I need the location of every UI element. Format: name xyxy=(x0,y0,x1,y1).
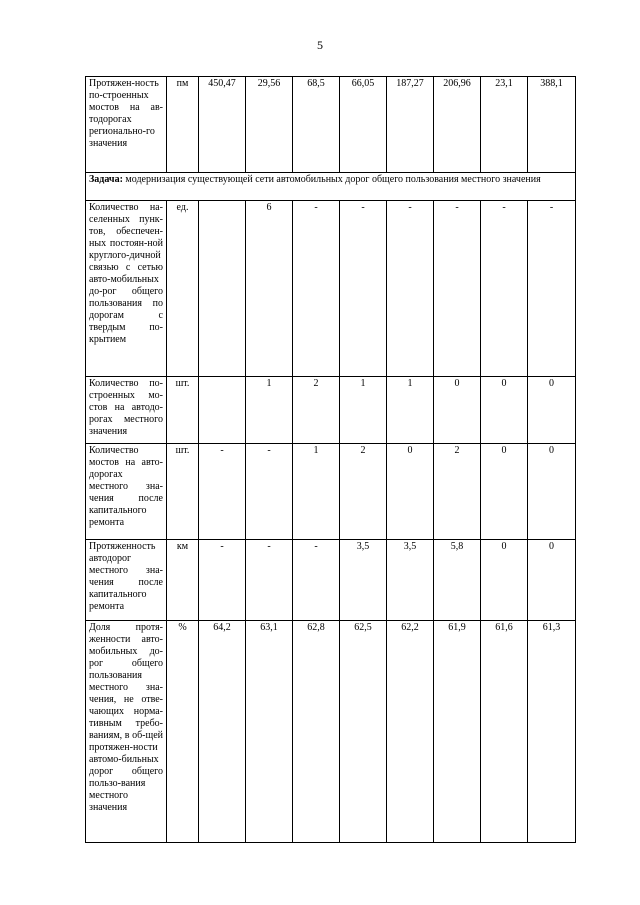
value-cell: - xyxy=(434,201,481,377)
value-cell: - xyxy=(387,201,434,377)
value-cell: 206,96 xyxy=(434,77,481,173)
value-cell: 68,5 xyxy=(293,77,340,173)
value-cell: 5,8 xyxy=(434,540,481,621)
value-cell: 29,56 xyxy=(246,77,293,173)
value-cell: 62,2 xyxy=(387,621,434,843)
page-number: 5 xyxy=(317,38,323,52)
task-row xyxy=(86,173,576,201)
value-cell: 0 xyxy=(481,540,528,621)
value-cell: 1 xyxy=(387,377,434,444)
value-cell: - xyxy=(340,201,387,377)
value-cell: 62,5 xyxy=(340,621,387,843)
value-cell: 0 xyxy=(528,540,576,621)
indicator-name: Количество мостов на авто-дорогах местного зна-чения после капитального ремонта xyxy=(86,444,167,540)
value-cell: - xyxy=(293,201,340,377)
unit-cell: км xyxy=(167,540,199,621)
value-cell: - xyxy=(199,444,246,540)
value-cell: 0 xyxy=(481,444,528,540)
value-cell: 0 xyxy=(387,444,434,540)
indicators-table xyxy=(85,76,576,843)
unit-cell: шт. xyxy=(167,444,199,540)
value-cell xyxy=(199,377,246,444)
value-cell: 0 xyxy=(528,377,576,444)
value-cell: 64,2 xyxy=(199,621,246,843)
value-cell: 2 xyxy=(340,444,387,540)
value-cell: 61,6 xyxy=(481,621,528,843)
task-cell xyxy=(86,173,576,201)
table-row xyxy=(86,540,576,621)
value-cell: 61,9 xyxy=(434,621,481,843)
value-cell: 388,1 xyxy=(528,77,576,173)
value-cell: - xyxy=(528,201,576,377)
table-row xyxy=(86,444,576,540)
value-cell: - xyxy=(246,444,293,540)
indicator-name: Доля протя-женности авто-мобильных до-рог общего пользования местного зна-чения, не отве-чающих норма-тивным требо-ваниям, в об-щей протяжен-ности автомо-бильных дорог общего пользо-вания местного значения xyxy=(86,621,167,843)
value-cell: 66,05 xyxy=(340,77,387,173)
table-row xyxy=(86,621,576,843)
value-cell: 0 xyxy=(434,377,481,444)
unit-cell: % xyxy=(167,621,199,843)
indicator-name: Протяжен-ность по-строенных мостов на ав-тодорогах регионально-го значения xyxy=(86,77,167,173)
value-cell: 0 xyxy=(481,377,528,444)
value-cell: - xyxy=(481,201,528,377)
value-cell: - xyxy=(199,540,246,621)
task-text: модернизация существующей сети автомобильных дорог общего пользования местного значения xyxy=(125,174,541,185)
value-cell: 63,1 xyxy=(246,621,293,843)
value-cell: - xyxy=(246,540,293,621)
value-cell: 187,27 xyxy=(387,77,434,173)
value-cell: 3,5 xyxy=(340,540,387,621)
table-row xyxy=(86,77,576,173)
unit-cell: шт. xyxy=(167,377,199,444)
task-label: Задача: xyxy=(89,174,123,185)
value-cell: 1 xyxy=(340,377,387,444)
value-cell: 61,3 xyxy=(528,621,576,843)
indicator-name: Количество по-строенных мо-стов на автодо-рогах местного значения xyxy=(86,377,167,444)
indicator-name: Протяженность автодорог местного зна-чения после капитального ремонта xyxy=(86,540,167,621)
value-cell: - xyxy=(293,540,340,621)
value-cell: 2 xyxy=(434,444,481,540)
unit-cell: пм xyxy=(167,77,199,173)
table-row xyxy=(86,201,576,377)
value-cell: 6 xyxy=(246,201,293,377)
table-row xyxy=(86,377,576,444)
indicator-name: Количество на-селенных пунк-тов, обеспечен-ных постоян-ной круглого-дичной связью с сетью авто-мобильных до-рог общего пользования по дорогам с твердым по-крытием xyxy=(86,201,167,377)
value-cell: 2 xyxy=(293,377,340,444)
unit-cell: ед. xyxy=(167,201,199,377)
value-cell xyxy=(199,201,246,377)
value-cell: 1 xyxy=(246,377,293,444)
value-cell: 1 xyxy=(293,444,340,540)
value-cell: 0 xyxy=(528,444,576,540)
value-cell: 3,5 xyxy=(387,540,434,621)
value-cell: 450,47 xyxy=(199,77,246,173)
value-cell: 62,8 xyxy=(293,621,340,843)
value-cell: 23,1 xyxy=(481,77,528,173)
